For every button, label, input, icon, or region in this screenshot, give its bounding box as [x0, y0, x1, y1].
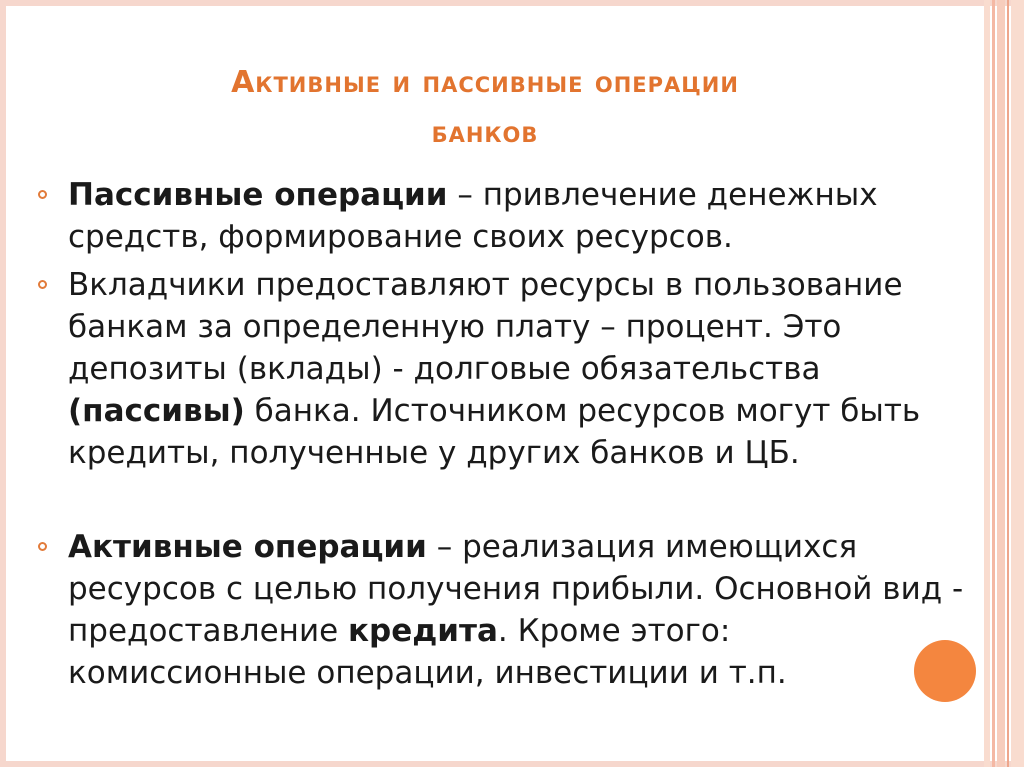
bullet-item-depositors [38, 264, 973, 474]
slide-title [60, 58, 910, 158]
frame-bottom-border [0, 761, 1024, 767]
bullet-item-passive-operations [38, 174, 973, 258]
bullet-circle-icon [38, 542, 47, 551]
title-line-1: Активные и пассивные операции [231, 65, 739, 100]
bullet-circle-icon [38, 190, 47, 199]
stripe [1007, 0, 1009, 767]
title-line-2: банков [431, 115, 539, 150]
stripe [992, 0, 995, 767]
term-liabilities: (пассивы) [68, 393, 245, 429]
bullet-circle-icon [38, 280, 47, 289]
term-active-operations: Активные операции [68, 529, 427, 565]
frame-left-border [0, 0, 6, 767]
stripe [997, 0, 1005, 767]
decorative-stripes [984, 0, 1024, 767]
depositors-text-end: банка. Источником ресурсов могут быть кредиты, полученные у других банков и ЦБ. [68, 393, 921, 471]
stripe [1011, 0, 1024, 767]
frame-top-border [0, 0, 1024, 6]
bullet-item-active-operations [38, 526, 973, 694]
term-credit: кредита [348, 613, 498, 649]
orange-circle-decoration [914, 640, 976, 702]
depositors-text-start: Вкладчики предоставляют ресурсы в пользование банкам за определенную плату – процент. Это депозиты (вклады) - долговые обязательства [68, 267, 903, 387]
term-passive-operations: Пассивные операции [68, 177, 448, 213]
active-text-start: – реализация имеющихся ресурсов с целью получения прибыли. Основной вид - предоставление [68, 529, 964, 649]
stripe [984, 0, 990, 767]
bullet-list [38, 174, 973, 694]
active-text-end: . Кроме этого: комиссионные операции, инвестиции и т.п. [68, 613, 787, 691]
definition-passive-operations: – привлечение денежных средств, формирование своих ресурсов. [68, 177, 878, 255]
